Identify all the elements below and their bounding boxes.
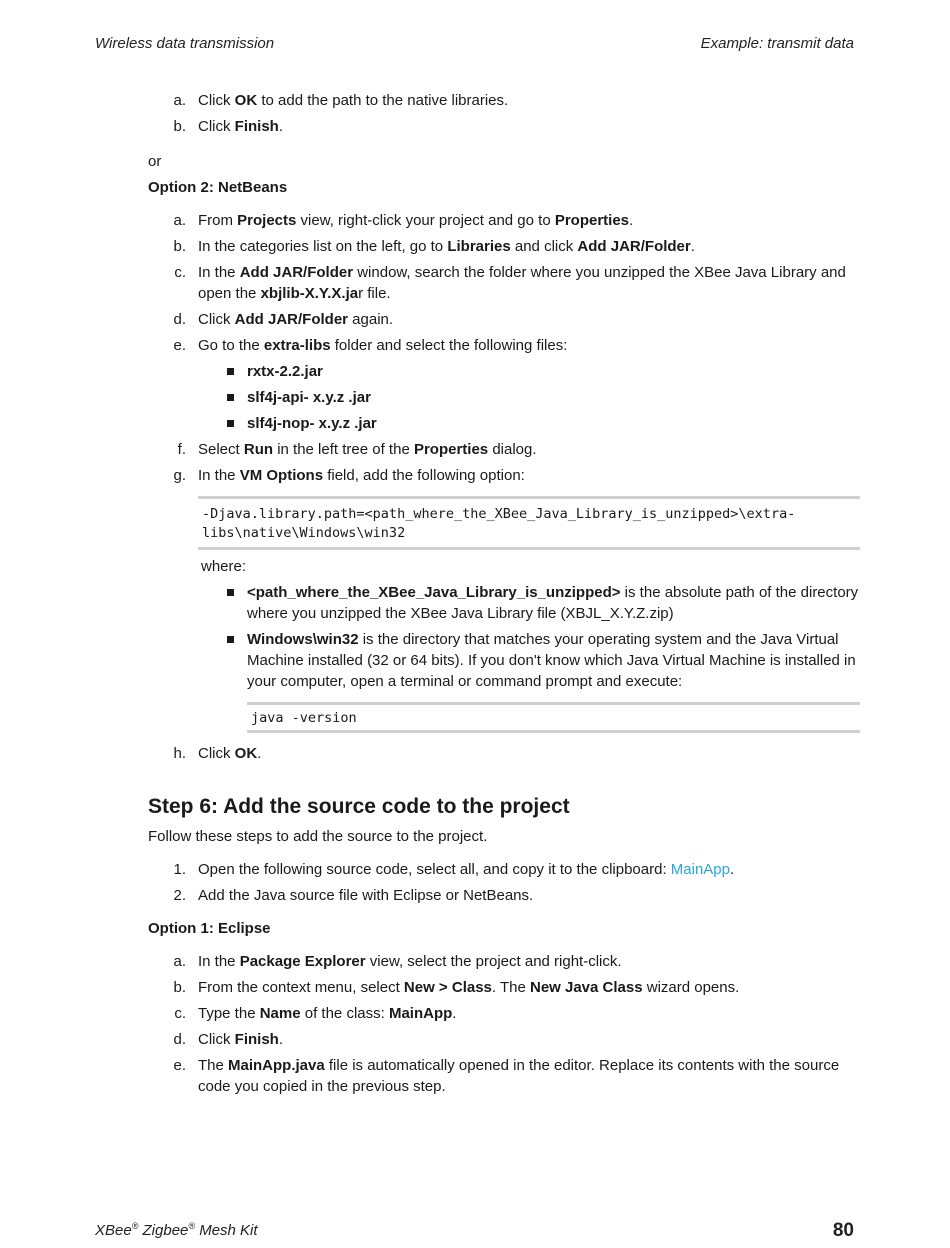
list-item: 1. Open the following source code, select all, and copy it to the clipboard: MainApp. xyxy=(173,861,735,878)
page-number: 80 xyxy=(832,1220,854,1241)
list-item: a. Click OK to add the path to the native libraries. xyxy=(173,92,509,109)
file-bullet: slf4j-api- x.y.z .jar xyxy=(148,387,860,408)
list-item: b. From the context menu, select New > Class. The New Java Class wizard opens. xyxy=(173,979,740,996)
option2-label: Option 2: NetBeans xyxy=(148,179,288,196)
list-item: b. Click Finish. xyxy=(173,118,284,135)
list-item: c. In the Add JAR/Folder window, search the folder where you unzipped the XBee Java Library and open the xbjlib-X.Y.X.jar file. xyxy=(174,264,846,302)
header-chapter: Wireless data transmission xyxy=(95,35,275,52)
list-item: d. Click Finish. xyxy=(173,1031,284,1048)
section-heading: Step 6: Add the source code to the project xyxy=(148,795,570,818)
where-bullet: Windows\win32 is the directory that matches your operating system and the Java Virtual Machine installed (32 or 64 bits). If you don't know which Java Virtual Machine is installed in your computer, open a terminal or command prompt and execute: xyxy=(148,629,860,692)
where-bullet: <path_where_the_XBee_Java_Library_is_unzipped> is the absolute path of the directory where you unzipped the XBee Java Library file (XBJL_X.Y.Z.zip) xyxy=(148,582,860,624)
list-item: d. Click Add JAR/Folder again. xyxy=(173,311,394,328)
page-body xyxy=(148,90,860,1102)
header-section: Example: transmit data xyxy=(700,35,854,52)
square-bullet-icon xyxy=(227,368,234,375)
list-item: f. Select Run in the left tree of the Properties dialog. xyxy=(177,441,537,458)
square-bullet-icon xyxy=(227,394,234,401)
square-bullet-icon xyxy=(227,589,234,596)
file-bullet: rxtx-2.2.jar xyxy=(148,361,860,382)
list-item: g. In the VM Options field, add the following option: xyxy=(173,467,525,484)
code-block-vm-options: -Djava.library.path=<path_where_the_XBee_Java_Library_is_unzipped>\extra- libs\native\Windows\win32 xyxy=(198,496,860,550)
or-text: or xyxy=(148,153,162,170)
list-item: a. From Projects view, right-click your project and go to Properties. xyxy=(173,212,634,229)
where-label: where: xyxy=(201,558,247,575)
list-item: 2. Add the Java source file with Eclipse or NetBeans. xyxy=(173,887,534,904)
option1-label: Option 1: Eclipse xyxy=(148,920,271,937)
section-intro: Follow these steps to add the source to the project. xyxy=(148,828,488,845)
square-bullet-icon xyxy=(227,636,234,643)
list-item: a. In the Package Explorer view, select the project and right-click. xyxy=(173,953,622,970)
mainapp-link[interactable]: MainApp xyxy=(670,861,730,878)
list-item: b. In the categories list on the left, go to Libraries and click Add JAR/Folder. xyxy=(173,238,695,255)
square-bullet-icon xyxy=(227,420,234,427)
list-item: c. Type the Name of the class: MainApp. xyxy=(174,1005,457,1022)
list-item: h. Click OK. xyxy=(173,745,262,762)
list-item: e. Go to the extra-libs folder and select the following files: xyxy=(173,337,568,354)
code-block-java-version: java -version xyxy=(247,702,860,733)
footer-product: XBee® Zigbee® Mesh Kit xyxy=(95,1221,258,1239)
list-item: e. The MainApp.java file is automatically opened in the editor. Replace its contents with the source code you copied in the previous step. xyxy=(173,1057,840,1095)
file-bullet: slf4j-nop- x.y.z .jar xyxy=(148,413,860,434)
